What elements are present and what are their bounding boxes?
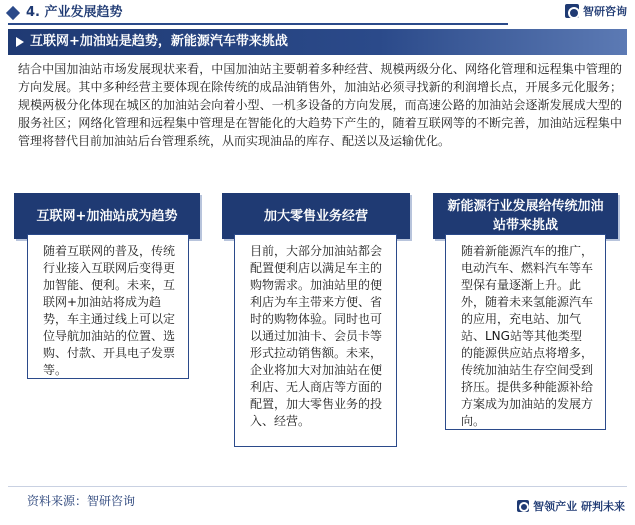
logo-icon [565, 4, 579, 18]
logo-text: 智研咨询 [583, 5, 627, 18]
brand-logo [565, 3, 627, 19]
intro-paragraph: 结合中国加油站市场发展现状来看，中国加油站主要朝着多种经营、规模两级分化、网络化管理和远程集中管理的方向发展。其中多种经营主要体现在除传统的成品油销售外，加油站必须寻找新的利润增长点，开展多元化服务；规模两极分化体现在城区的加油站会向着小型、一机多设备的方向发展，而高速公路的加油站会逐渐发展成大型的服务社区；网络化管理和远程集中管理是在智能化的大趋势下产生的，随着互联网等的不断完善，加油站远程集中管理将替代目前加油站后台管理系统，从而实现油品的库存、配送以及运输优化。 [18, 62, 622, 148]
card-title-text: 加大零售业务经营 [263, 208, 368, 224]
headline-banner [8, 29, 627, 55]
section-title-text: 4. 产业发展趋势 [26, 5, 123, 20]
card-title-internet [14, 193, 200, 239]
card-body-new-energy [445, 234, 606, 430]
section-header [0, 0, 635, 26]
source-note: 资料来源：智研咨询 [27, 494, 136, 508]
section-title [8, 3, 123, 23]
card-body-retail [234, 234, 397, 447]
card-title-retail [222, 193, 410, 239]
card-body-text: 目前，大部分加油站都会配置便利店以满足车主的购物需求。加油站里的便利店为车主带来方便、省时的购物体验。同时也可以通过加油卡、会员卡等形式拉动销售额。未来，企业将加大对加油站在便利店、无人商店等方面的配置，加大零售业务的投入、经营。 [250, 244, 383, 428]
card-body-text: 随着互联网的普及，传统行业接入互联网后变得更加智能、便利。未来，互联网+加油站将成为趋势，车主通过线上可以定位导航加油站的位置、选购、付款、开具电子发票等。 [43, 244, 176, 377]
card-body-internet [27, 234, 189, 379]
footer-divider [8, 486, 627, 487]
banner-title: 互联网+加油站是趋势，新能源汽车带来挑战 [30, 34, 288, 49]
section-divider [8, 23, 508, 25]
play-triangle-icon [16, 37, 24, 47]
footer-brand [517, 498, 625, 514]
card-body-text: 随着新能源汽车的推广，电动汽车、燃料汽车等车型保有量逐渐上升。此外，随着未来氢能源汽车的应用，充电站、加气站、LNG站等其他类型的能源供应站点将增多，传统加油站生存空间受到挤压。提供多种能源补给方案成为加油站的发展方向。 [461, 244, 594, 428]
card-title-text: 新能源行业发展给传统加油站带来挑战 [447, 199, 604, 233]
logo-icon [517, 500, 529, 512]
card-title-new-energy [433, 193, 618, 239]
card-title-text: 互联网+加油站成为趋势 [36, 208, 178, 224]
footer-slogan: 智领产业 研判未来 [533, 500, 625, 513]
diamond-bullet-icon [6, 6, 20, 20]
